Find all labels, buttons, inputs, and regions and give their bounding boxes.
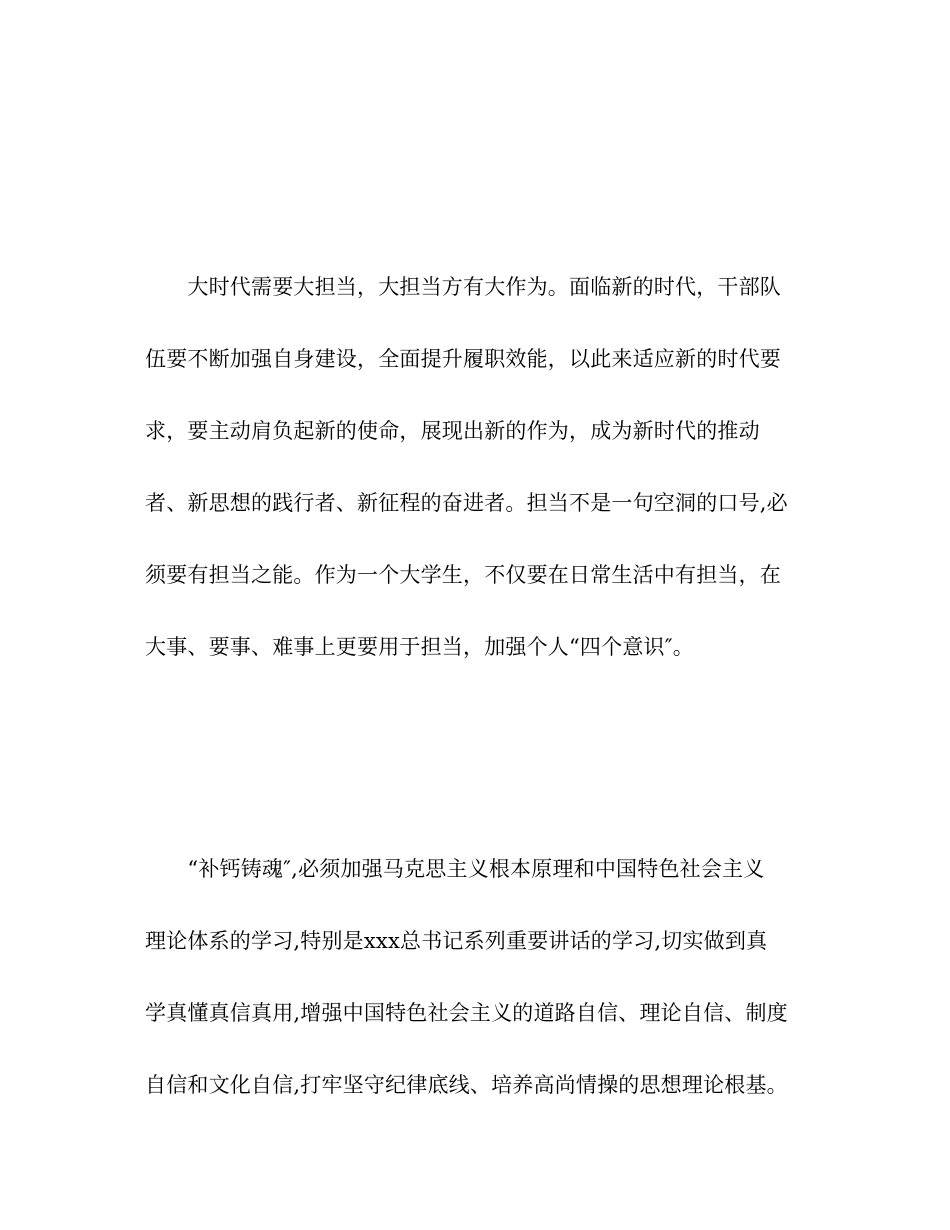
paragraph-line: “补钙铸魂″,必须加强马克思主义根本原理和中国特色社会主义: [145, 857, 765, 881]
paragraph-line: 学真懂真信真用,增强中国特色社会主义的道路自信、理论自信、制度: [145, 1001, 788, 1025]
paragraph-line: 者、新思想的践行者、新征程的奋进者。担当不是一句空洞的口号,必: [145, 491, 788, 515]
paragraph-line: 大事、要事、难事上更要用于担当，加强个人“四个意识″。: [145, 635, 694, 659]
paragraph-line: 大时代需要大担当，大担当方有大作为。面临新的时代，干部队: [145, 275, 781, 299]
paragraph-1: [145, 251, 825, 683]
paragraph-line: 自信和文化自信,打牢坚守纪律底线、培养高尚情操的思想理论根基。: [145, 1073, 788, 1097]
paragraph-line: 伍要不断加强自身建设，全面提升履职效能，以此来适应新的时代要: [145, 347, 781, 371]
paragraph-line: 求，要主动肩负起新的使命，展现出新的作为，成为新时代的推动: [145, 419, 760, 443]
paragraph-line: 理论体系的学习,特别是xxx总书记系列重要讲话的学习,切实做到真: [145, 929, 768, 953]
paragraph-2: [145, 833, 825, 1121]
paragraph-line: 须要有担当之能。作为一个大学生，不仅要在日常生活中有担当，在: [145, 563, 781, 587]
